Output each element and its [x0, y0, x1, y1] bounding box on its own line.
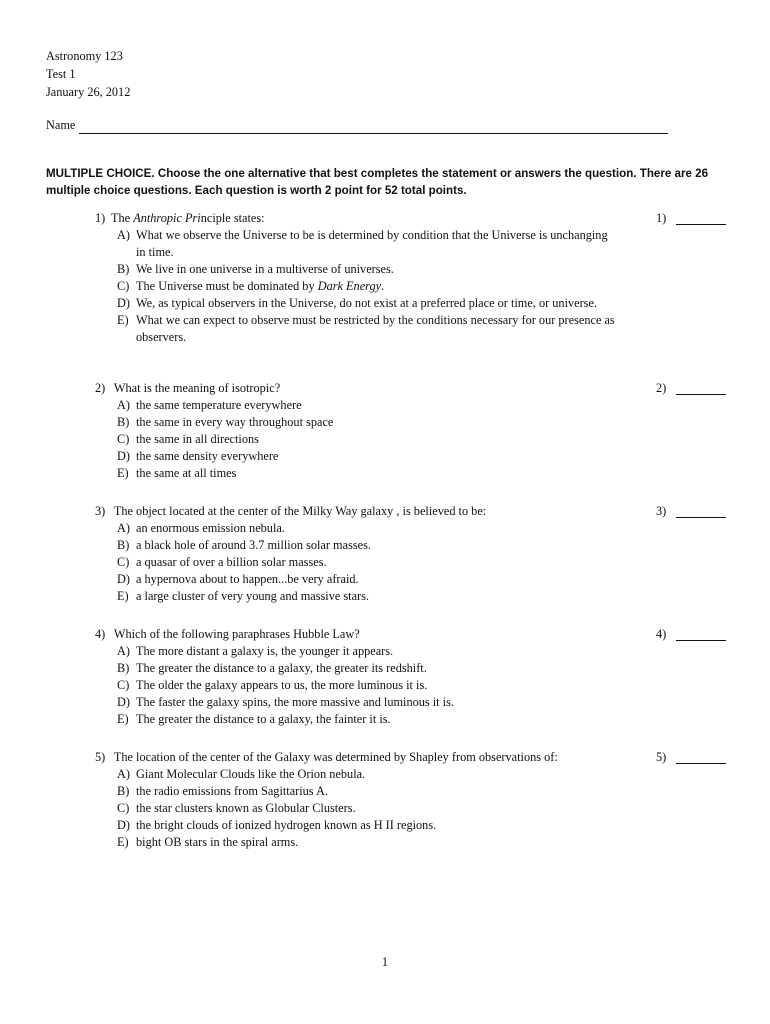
option-d[interactable]	[117, 694, 617, 711]
option-d[interactable]	[117, 295, 617, 312]
option-text: a black hole of around 3.7 million solar masses.	[136, 538, 371, 552]
option-b[interactable]	[117, 537, 617, 554]
option-text: an enormous emission nebula.	[136, 521, 285, 535]
answer-number: 1)	[656, 211, 667, 225]
question-number: 4)	[95, 627, 106, 641]
option-letter: B)	[117, 262, 130, 276]
option-text: the same density everywhere	[136, 449, 279, 463]
option-b[interactable]	[117, 261, 617, 278]
options-list	[117, 520, 617, 605]
option-c[interactable]	[117, 278, 617, 295]
course-title: Astronomy 123	[46, 49, 123, 63]
stem-italic: Anthropic Pri	[133, 211, 201, 225]
question-stem	[95, 749, 645, 766]
option-a[interactable]	[117, 227, 617, 261]
question-stem	[95, 380, 645, 397]
option-a[interactable]	[117, 766, 617, 783]
option-letter: E)	[117, 466, 129, 480]
option-letter: C)	[117, 678, 130, 692]
option-b[interactable]	[117, 414, 617, 431]
option-text: the same at all times	[136, 466, 237, 480]
option-text: a large cluster of very young and massive stars.	[136, 589, 370, 603]
option-e[interactable]	[117, 834, 617, 851]
answer-number: 5)	[656, 750, 667, 764]
stem-text: The	[111, 211, 134, 225]
answer-number: 4)	[656, 627, 667, 641]
stem-text: The object located at the center of the Milky Way galaxy , is believed to be:	[113, 504, 487, 518]
page-number: 1	[381, 955, 389, 969]
option-a[interactable]	[117, 643, 617, 660]
answer-blank[interactable]	[676, 224, 726, 225]
question-number: 1)	[95, 211, 106, 225]
options-list	[117, 227, 617, 346]
option-text-italic: Dark Energy	[317, 279, 382, 293]
option-e[interactable]	[117, 465, 617, 482]
option-text: The faster the galaxy spins, the more massive and luminous it is.	[136, 695, 454, 709]
answer-blank[interactable]	[676, 763, 726, 764]
option-text: the same in all directions	[136, 432, 259, 446]
option-letter: C)	[117, 432, 130, 446]
stem-text: The location of the center of the Galaxy was determined by Shapley from observations of:	[113, 750, 558, 764]
option-text: a quasar of over a billion solar masses.	[136, 555, 327, 569]
option-letter: A)	[117, 767, 130, 781]
question-number: 3)	[95, 504, 106, 518]
option-text: the radio emissions from Sagittarius A.	[136, 784, 328, 798]
question-stem	[95, 503, 645, 520]
question-stem	[95, 210, 645, 227]
answer-number: 3)	[656, 504, 667, 518]
stem-text: What is the meaning of isotropic?	[113, 381, 281, 395]
question-number: 5)	[95, 750, 106, 764]
option-e[interactable]	[117, 711, 617, 728]
option-letter: A)	[117, 644, 130, 658]
options-list	[117, 397, 617, 482]
options-list	[117, 766, 617, 851]
option-text: The greater the distance to a galaxy, the fainter it is.	[136, 712, 391, 726]
question-stem	[95, 626, 645, 643]
option-letter: E)	[117, 313, 129, 327]
test-title: Test 1	[46, 67, 76, 81]
option-text: the same in every way throughout space	[136, 415, 334, 429]
option-d[interactable]	[117, 448, 617, 465]
option-d[interactable]	[117, 817, 617, 834]
option-c[interactable]	[117, 431, 617, 448]
option-text: We live in one universe in a multiverse of universes.	[136, 262, 394, 276]
name-label: Name	[46, 118, 76, 132]
option-letter: C)	[117, 801, 130, 815]
stem-text-suffix: nciple states:	[200, 211, 265, 225]
option-b[interactable]	[117, 783, 617, 800]
option-letter: D)	[117, 449, 130, 463]
name-row	[46, 116, 668, 134]
option-text-after: .	[381, 279, 385, 293]
option-text	[136, 278, 617, 295]
option-letter: E)	[117, 835, 129, 849]
option-text: a hypernova about to happen...be very afraid.	[136, 572, 359, 586]
option-letter: E)	[117, 712, 129, 726]
option-b[interactable]	[117, 660, 617, 677]
test-date: January 26, 2012	[46, 85, 131, 99]
option-text: The greater the distance to a galaxy, the greater its redshift.	[136, 661, 427, 675]
option-letter: C)	[117, 555, 130, 569]
option-text: the same temperature everywhere	[136, 398, 302, 412]
option-a[interactable]	[117, 397, 617, 414]
option-e[interactable]	[117, 588, 617, 605]
question-number: 2)	[95, 381, 106, 395]
option-letter: D)	[117, 296, 130, 310]
name-field-line[interactable]	[79, 121, 668, 134]
option-c[interactable]	[117, 800, 617, 817]
option-text: We, as typical observers in the Universe, do not exist at a preferred place or time, or universe.	[136, 296, 598, 310]
answer-blank[interactable]	[676, 517, 726, 518]
option-text: What we can expect to observe must be restricted by the conditions necessary for our presence as observers.	[136, 313, 615, 344]
option-letter: D)	[117, 695, 130, 709]
option-text: The more distant a galaxy is, the younger it appears.	[136, 644, 394, 658]
option-a[interactable]	[117, 520, 617, 537]
option-e[interactable]	[117, 312, 617, 346]
instructions: MULTIPLE CHOICE. Choose the one alternative that best completes the statement or answers the question. There are 26 multiple choice questions. Each question is worth 2 point for 52 total points.	[46, 167, 709, 197]
option-text: The older the galaxy appears to us, the more luminous it is.	[136, 678, 428, 692]
option-letter: E)	[117, 589, 129, 603]
answer-blank[interactable]	[676, 640, 726, 641]
option-d[interactable]	[117, 571, 617, 588]
answer-number: 2)	[656, 381, 667, 395]
option-letter: B)	[117, 415, 130, 429]
option-text: Giant Molecular Clouds like the Orion nebula.	[136, 767, 366, 781]
option-letter: B)	[117, 661, 130, 675]
stem-text: Which of the following paraphrases Hubble Law?	[113, 627, 360, 641]
option-text: bight OB stars in the spiral arms.	[136, 835, 299, 849]
option-letter: D)	[117, 818, 130, 832]
option-letter: A)	[117, 521, 130, 535]
options-list	[117, 643, 617, 728]
option-c[interactable]	[117, 677, 617, 694]
answer-blank[interactable]	[676, 394, 726, 395]
option-text: the bright clouds of ionized hydrogen known as H II regions.	[136, 818, 437, 832]
option-text-main: The Universe must be dominated by	[136, 279, 318, 293]
option-letter: C)	[117, 279, 130, 293]
option-letter: B)	[117, 538, 130, 552]
option-text: What we observe the Universe to be is determined by condition that the Universe is unchanging in time.	[136, 228, 608, 259]
option-c[interactable]	[117, 554, 617, 571]
option-letter: A)	[117, 228, 130, 242]
option-text: the star clusters known as Globular Clusters.	[136, 801, 356, 815]
document-header	[46, 48, 130, 102]
option-letter: A)	[117, 398, 130, 412]
option-letter: D)	[117, 572, 130, 586]
option-letter: B)	[117, 784, 130, 798]
